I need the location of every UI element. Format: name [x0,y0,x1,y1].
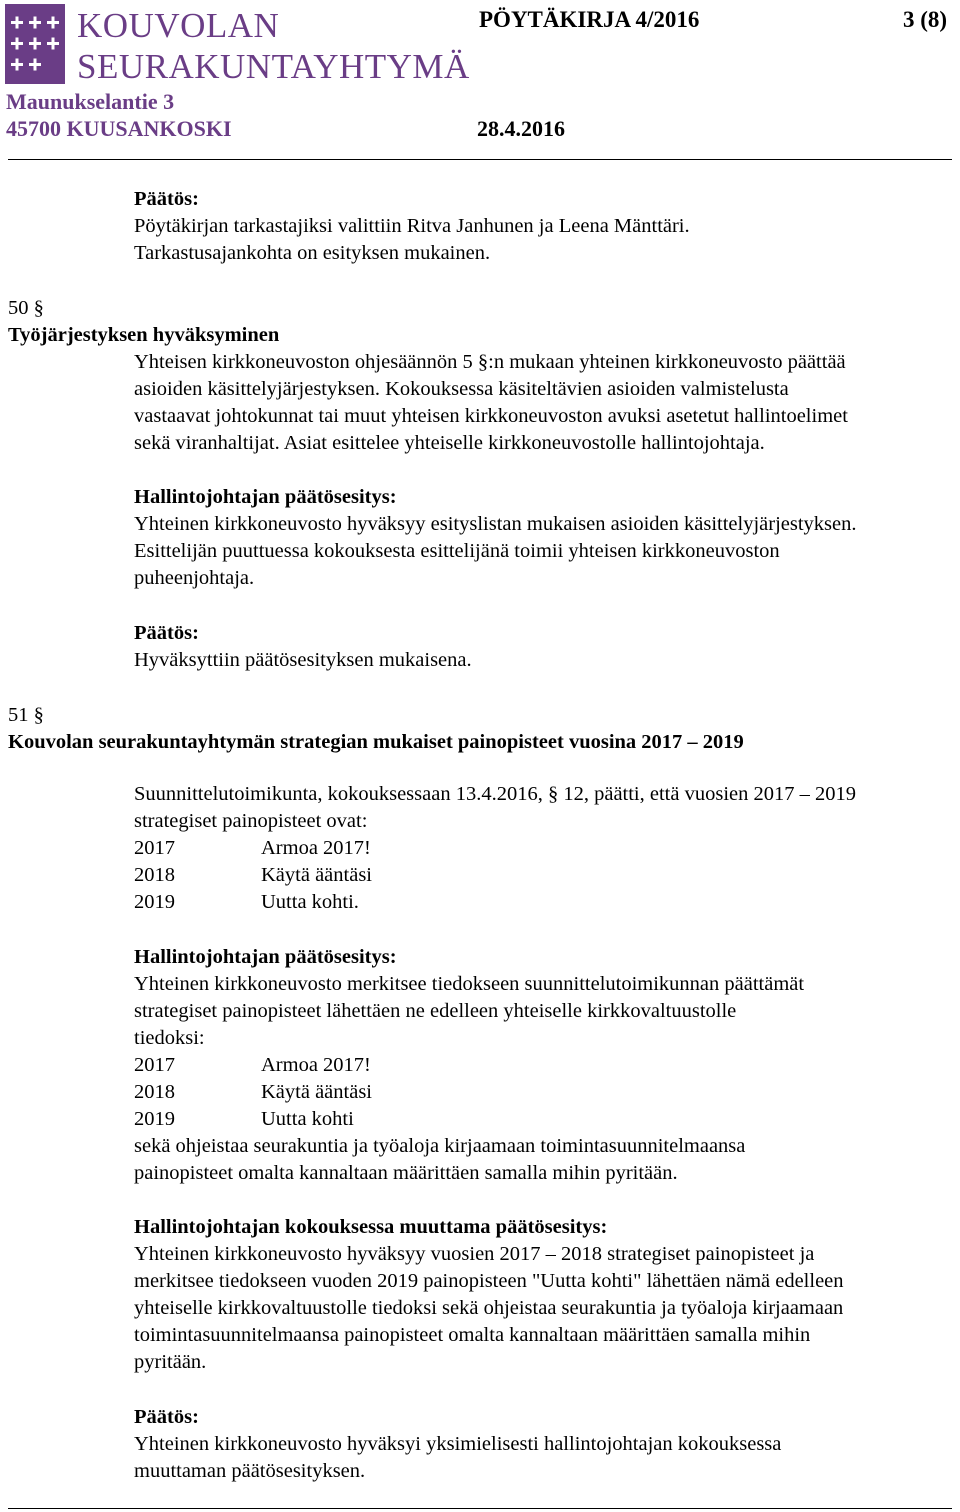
modified-proposal-label: Hallintojohtajan kokouksessa muuttama päätösesitys: [134,1216,608,1238]
text-line: strategiset painopisteet ovat: [134,810,368,832]
text-line: sekä ohjeistaa seurakuntia ja työaloja kirjaamaan toimintasuunnitelmaansa [134,1135,746,1157]
text-line: Yhteinen kirkkoneuvosto merkitsee tiedokseen suunnittelutoimikunnan päättämät [134,973,805,995]
crosses-logo-icon [5,4,65,84]
text-line: Suunnittelutoimikunta, kokouksessaan 13.4.2016, § 12, päätti, että vuosien 2017 – 2019 [134,783,856,805]
meeting-date: 28.4.2016 [477,116,565,141]
list-text: Armoa 2017! [261,1054,371,1076]
text-line: merkitsee tiedokseen vuoden 2019 painopisteen "Uutta kohti" lähettäen nämä edelleen [134,1270,844,1292]
list-text: Uutta kohti. [261,891,359,913]
list-year: 2019 [134,891,175,913]
section-title: Työjärjestyksen hyväksyminen [8,324,280,346]
list-item [134,1079,372,1106]
page-number: 3 (8) [903,7,948,32]
text-line: Tarkastusajankohta on esityksen mukainen. [134,242,491,264]
footer-divider [8,1508,952,1509]
proposal-label: Hallintojohtajan päätösesitys: [134,946,397,968]
list-year: 2018 [134,1081,175,1103]
section-number: 50 § [8,297,44,319]
decision-text: Hyväksyttiin päätösesityksen mukaisena. [134,649,472,671]
list-item [134,862,372,889]
text-line: yhteiselle kirkkovaltuustolle tiedoksi sekä ohjeistaa seurakuntia ja työaloja kirjaamaan [134,1297,844,1319]
text-line: Pöytäkirjan tarkastajiksi valittiin Ritva Janhunen ja Leena Mänttäri. [134,215,690,237]
street-address: Maunukselantie 3 [6,89,175,114]
list-text: Uutta kohti [261,1108,354,1130]
list-text: Käytä ääntäsi [261,864,372,886]
list-text: Käytä ääntäsi [261,1081,372,1103]
decision-label: Päätös: [134,188,199,210]
text-line: puheenjohtaja. [134,567,255,589]
text-line: toimintasuunnitelmaansa painopisteet omalta kannaltaan määrittäen samalla mihin [134,1324,811,1346]
decision-label: Päätös: [134,1406,199,1428]
list-year: 2019 [134,1108,175,1130]
list-item [134,889,359,916]
text-line: Esittelijän puuttuessa kokouksesta esittelijänä toimii yhteisen kirkkoneuvoston [134,540,780,562]
proposal-label: Hallintojohtajan päätösesitys: [134,486,397,508]
section-title: Kouvolan seurakuntayhtymän strategian mukaiset painopisteet vuosina 2017 – 2019 [8,731,744,753]
header-divider [8,159,952,160]
text-line: pyritään. [134,1351,207,1373]
text-line: Yhteinen kirkkoneuvosto hyväksyy vuosien 2017 – 2018 strategiset painopisteet ja [134,1243,815,1265]
postal-address: 45700 KUUSANKOSKI [6,116,232,141]
text-line: asioiden käsittelyjärjestyksen. Kokouksessa käsiteltävien asioiden valmistelusta [134,378,789,400]
list-text: Armoa 2017! [261,837,371,859]
text-line: muuttaman päätösesityksen. [134,1460,366,1482]
list-item [134,835,371,862]
text-line: Yhteinen kirkkoneuvosto hyväksyi yksimielisesti hallintojohtajan kokouksessa [134,1433,782,1455]
text-line: vastaavat johtokunnat tai muut yhteisen kirkkoneuvoston avuksi asetetut hallintoelimet [134,405,848,427]
list-item [134,1052,371,1079]
list-year: 2017 [134,1054,175,1076]
org-name-line1: KOUVOLAN [77,6,280,45]
text-line: painopisteet omalta kannaltaan määrittäen samalla mihin pyritään. [134,1162,678,1184]
text-line: Yhteisen kirkkoneuvoston ohjesäännön 5 §:n mukaan yhteinen kirkkoneuvosto päättää [134,351,846,373]
org-name-line2: SEURAKUNTAYHTYMÄ [77,47,470,86]
text-line: tiedoksi: [134,1027,205,1049]
decision-label: Päätös: [134,622,199,644]
text-line: Yhteinen kirkkoneuvosto hyväksyy esityslistan mukaisen asioiden käsittelyjärjestyksen. [134,513,857,535]
text-line: strategiset painopisteet lähettäen ne edelleen yhteiselle kirkkovaltuustolle [134,1000,737,1022]
list-year: 2017 [134,837,175,859]
list-item [134,1106,354,1133]
section-number: 51 § [8,704,44,726]
text-line: sekä viranhaltijat. Asiat esittelee yhteiselle kirkkoneuvostolle hallintojohtaja. [134,432,765,454]
organization-logo [5,4,470,86]
list-year: 2018 [134,864,175,886]
document-title: PÖYTÄKIRJA 4/2016 [479,7,700,32]
